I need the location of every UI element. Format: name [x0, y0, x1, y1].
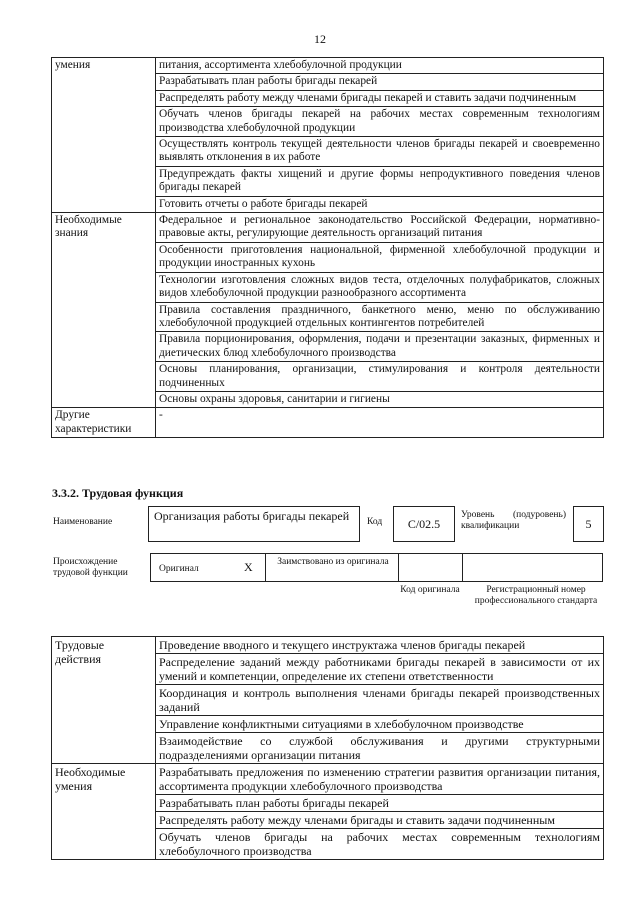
table-cell: Предупреждать факты хищений и другие формы непродуктивного поведения членов бригады пекарей: [156, 166, 604, 196]
reg-number-caption: Регистрационный номер профессионального стандарта: [474, 585, 598, 606]
table-cell: Правила составления праздничного, банкетного меню, меню по обслуживанию хлебобулочной продукцией отдельных контингентов потребителей: [156, 302, 604, 332]
table-row: [52, 213, 604, 243]
table-cell: Разрабатывать план работы бригады пекарей: [156, 795, 604, 812]
code-value-box: [393, 506, 455, 542]
borrowed-label: Заимствовано из оригинала: [277, 557, 389, 567]
level-label: Уровень (подуровень) квалификации: [461, 510, 566, 531]
origin-grid: [150, 553, 603, 582]
table-cell: Распределять работу между членами бригады пекарей и ставить задачи подчиненным: [156, 90, 604, 106]
code-original-caption: Код оригинала: [400, 585, 460, 595]
origin-label: Происхождение трудовой функции: [53, 557, 128, 578]
table-cell: Распределение заданий между работниками бригады пекарей в зависимости от их умений и компетенции, определение их степени ответственности: [156, 654, 604, 685]
section-heading: 3.3.2. Трудовая функция: [52, 486, 184, 500]
table-cell: Основы охраны здоровья, санитарии и гигиены: [156, 391, 604, 407]
table-cell: Взаимодействие со службой обслуживания и другими структурными подразделениями организации питания: [156, 733, 604, 764]
table-cell: Координация и контроль выполнения членами бригады пекарей производственных заданий: [156, 685, 604, 716]
name-value-box: [148, 506, 360, 542]
row-label-skills-cont: умения: [52, 58, 156, 213]
divider: [265, 554, 266, 581]
original-mark: X: [244, 560, 253, 574]
page-number: 12: [314, 32, 326, 46]
level-value-box: [573, 506, 604, 542]
row-label-skills: Необходимые умения: [52, 764, 156, 860]
table-cell: Распределять работу между членами бригады и ставить задачи подчиненным: [156, 812, 604, 829]
table-cell: Особенности приготовления национальной, фирменной хлебобулочной продукции и продукции иностранных кухонь: [156, 242, 604, 272]
table-row: [52, 637, 604, 654]
table-cell: питания, ассортимента хлебобулочной продукции: [156, 58, 604, 74]
table-cell: -: [156, 408, 604, 438]
table-cell: Федеральное и региональное законодательство Российской Федерации, нормативно-правовые акты, регулирующие деятельность организаций питания: [156, 213, 604, 243]
divider: [398, 554, 399, 581]
original-label: Оригинал: [159, 564, 199, 574]
code-label: Код: [367, 517, 383, 527]
table-cell: Готовить отчеты о работе бригады пекарей: [156, 196, 604, 212]
table-cell: Обучать членов бригады на рабочих местах современным технологиям хлебобулочного производства: [156, 829, 604, 860]
table-row: [52, 408, 604, 438]
row-label-knowledge: Необходимые знания: [52, 213, 156, 408]
table-cell: Разрабатывать предложения по изменению стратегии развития организации питания, ассортимента продукции хлебобулочного производства: [156, 764, 604, 795]
table-cell: Разрабатывать план работы бригады пекарей: [156, 74, 604, 90]
table-cell: Осуществлять контроль текущей деятельности членов бригады пекарей и своевременно выявлять отклонения в их работе: [156, 137, 604, 167]
top-requirements-table: [51, 57, 604, 438]
level-value: 5: [585, 517, 592, 531]
table-cell: Технологии изготовления сложных видов теста, отделочных полуфабрикатов, сложных видов хлебобулочной продукции разнообразного ассортимента: [156, 272, 604, 302]
code-value: С/02.5: [407, 517, 441, 531]
name-label: Наименование: [53, 517, 113, 527]
bottom-requirements-table: [51, 636, 604, 860]
table-row: [52, 764, 604, 795]
table-cell: Проведение вводного и текущего инструктажа членов бригады пекарей: [156, 637, 604, 654]
table-row: [52, 58, 604, 74]
row-label-actions: Трудовые действия: [52, 637, 156, 764]
table-cell: Управление конфликтными ситуациями в хлебобулочном производстве: [156, 716, 604, 733]
table-cell: Правила порционирования, оформления, подачи и презентации заказных, фирменных и диетических блюд хлебобулочного производства: [156, 332, 604, 362]
row-label-other: Другие характеристики: [52, 408, 156, 438]
table-cell: Основы планирования, организации, стимулирования и контроля деятельности подчиненных: [156, 362, 604, 392]
divider: [462, 554, 463, 581]
name-value: Организация работы бригады пекарей: [154, 509, 350, 523]
table-cell: Обучать членов бригады пекарей на рабочих местах современным технологиям производства хлебобулочной продукции: [156, 107, 604, 137]
